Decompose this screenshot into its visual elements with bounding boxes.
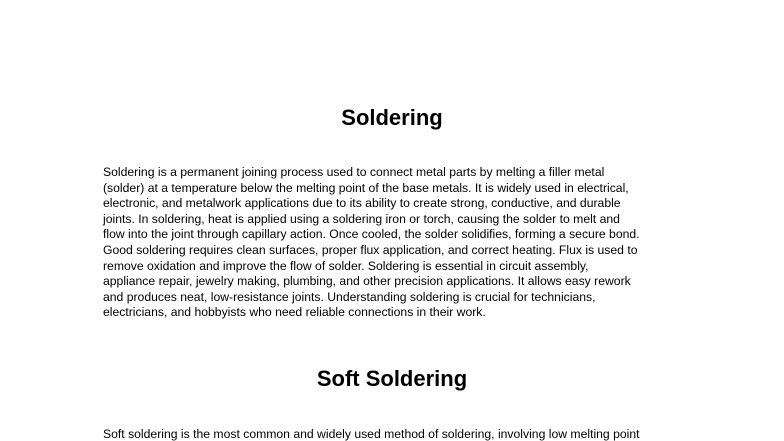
text-line: Good soldering requires clean surfaces, proper flux application, and correct heating. Flux is used to bbox=[103, 242, 638, 257]
section-title-soldering: Soldering bbox=[341, 105, 443, 130]
section-title-soft-soldering: Soft Soldering bbox=[316, 366, 468, 391]
text-line: and produces neat, low-resistance joints. Understanding soldering is crucial for technicians, bbox=[103, 289, 596, 304]
text-line: joints. In soldering, heat is applied using a soldering iron or torch, causing the solder to melt and bbox=[103, 211, 620, 226]
text-line: Soldering is a permanent joining process used to connect metal parts by melting a filler metal bbox=[103, 165, 605, 179]
text-line: electronic, and metalwork applications due to its ability to create strong, conductive, and durable bbox=[103, 196, 621, 211]
text-line: electricians, and hobbyists who need reliable connections in their work. bbox=[103, 305, 486, 320]
text-line: (solder) at a temperature below the melting point of the base metals. It is widely used in electrical, bbox=[103, 180, 629, 195]
text-line: remove oxidation and improve the flow of solder. Soldering is essential in circuit assembly, bbox=[103, 258, 589, 273]
text-line: flow into the joint through capillary action. Once cooled, the solder solidifies, forming a secure bond. bbox=[103, 227, 640, 242]
text-line: Soft soldering is the most common and widely used method of soldering, involving low melting point bbox=[103, 427, 640, 441]
text-line: appliance repair, jewelry making, plumbing, and other precision applications. It allows easy rework bbox=[103, 274, 631, 289]
section-body-soldering bbox=[103, 165, 683, 321]
section-body-soft-soldering bbox=[103, 427, 683, 441]
